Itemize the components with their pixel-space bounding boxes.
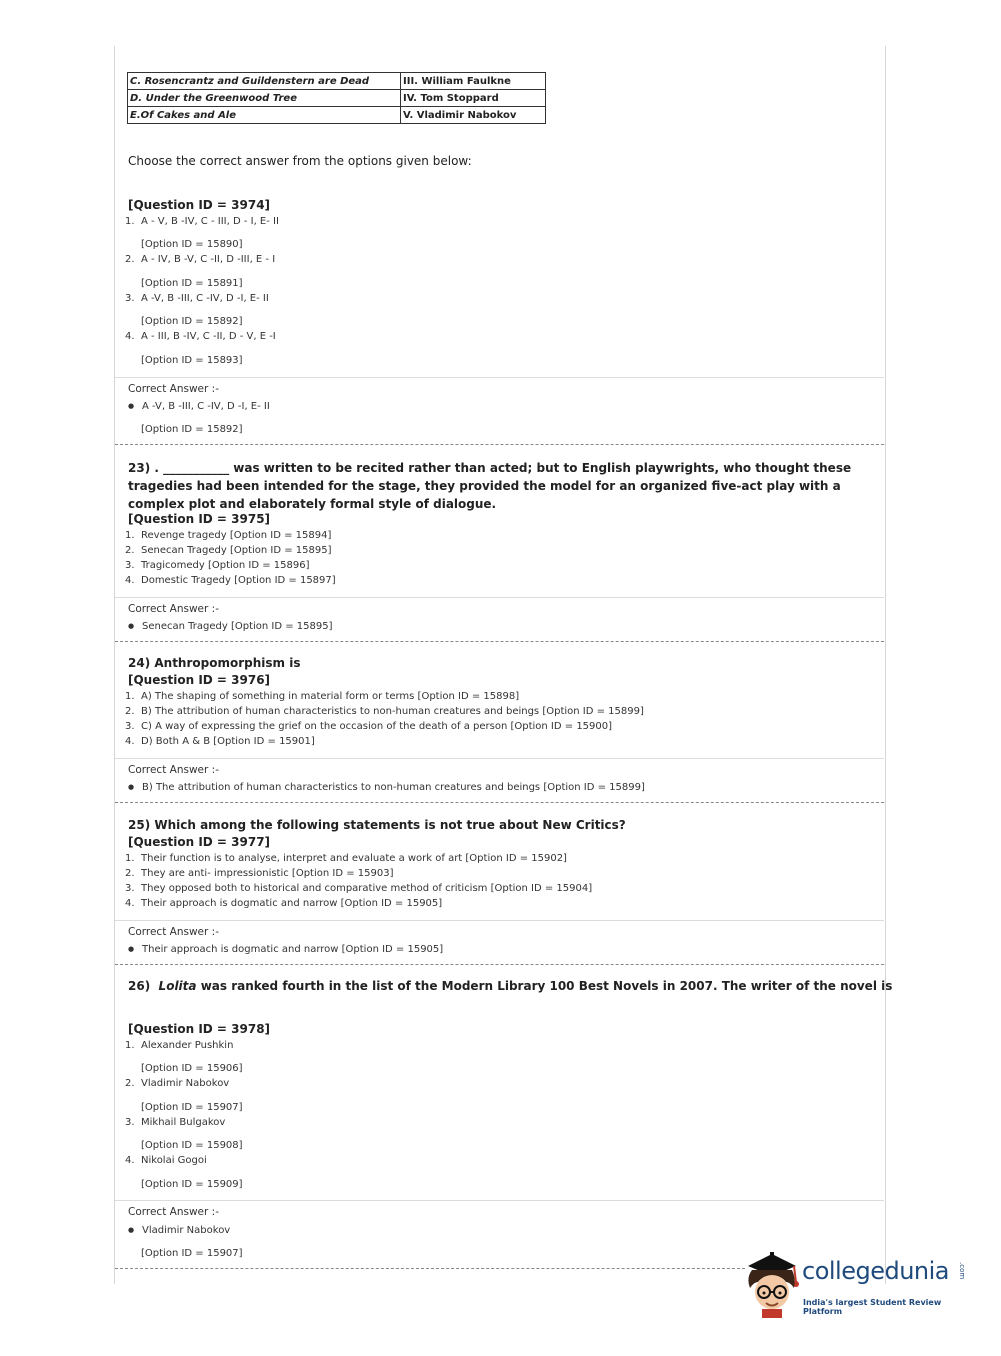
option-item xyxy=(125,1078,229,1089)
logo-wordmark: collegedunia xyxy=(802,1257,950,1285)
option-number: 3. xyxy=(125,560,135,571)
option-number: 3. xyxy=(125,293,135,304)
question-body: was ranked fourth in the list of the Modern Library 100 Best Novels in 2007. The writer of the novel is xyxy=(200,979,893,993)
option-item xyxy=(125,898,442,909)
question-separator xyxy=(115,641,884,642)
option-number: 3. xyxy=(125,721,135,732)
option-item xyxy=(125,560,310,571)
option-number: 3. xyxy=(125,883,135,894)
question-text: 25) Which among the following statements is not true about New Critics? xyxy=(128,818,626,832)
option-number: 2. xyxy=(125,868,135,879)
option-number: 1. xyxy=(125,216,135,227)
correct-answer-label: Correct Answer :- xyxy=(128,603,219,615)
option-number: 4. xyxy=(125,575,135,586)
option-text: Alexander Pushkin xyxy=(141,1040,234,1051)
option-item xyxy=(125,575,336,586)
option-id: [Option ID = 15906] xyxy=(141,1063,243,1074)
option-id: [Option ID = 15890] xyxy=(141,239,243,250)
option-text: A -V, B -III, C -IV, D -I, E- II xyxy=(141,293,269,304)
option-item xyxy=(125,293,269,304)
correct-answer-label: Correct Answer :- xyxy=(128,764,219,776)
question-id: [Question ID = 3975] xyxy=(128,512,271,526)
option-text: Tragicomedy [Option ID = 15896] xyxy=(141,560,310,571)
option-item xyxy=(125,1117,225,1128)
option-text: A) The shaping of something in material form or terms [Option ID = 15898] xyxy=(141,691,520,702)
option-item xyxy=(125,216,279,227)
question-separator xyxy=(115,1268,745,1269)
divider xyxy=(115,377,884,378)
option-number: 4. xyxy=(125,331,135,342)
table-cell: V. Vladimir Nabokov xyxy=(401,107,546,124)
option-text: A - III, B -IV, C -II, D - V, E -I xyxy=(141,331,276,342)
option-item xyxy=(125,706,644,717)
option-text: A - V, B -IV, C - III, D - I, E- II xyxy=(141,216,279,227)
option-text: Senecan Tragedy [Option ID = 15895] xyxy=(141,545,332,556)
option-item xyxy=(125,721,612,732)
instruction-text: Choose the correct answer from the options given below: xyxy=(128,154,472,168)
question-id: [Question ID = 3976] xyxy=(128,673,271,687)
option-number: 1. xyxy=(125,530,135,541)
logo-dotcom: .com xyxy=(958,1262,966,1280)
correct-answer: ● A -V, B -III, C -IV, D -I, E- II xyxy=(128,401,270,412)
option-item xyxy=(125,691,519,702)
option-text: A - IV, B -V, C -II, D -III, E - I xyxy=(141,254,276,265)
table-row xyxy=(128,73,546,90)
logo-tagline: India's largest Student Review Platform xyxy=(803,1298,942,1316)
table-row xyxy=(128,90,546,107)
option-text: D) Both A & B [Option ID = 15901] xyxy=(141,736,315,747)
option-text: Nikolai Gogoi xyxy=(141,1155,207,1166)
option-number: 4. xyxy=(125,736,135,747)
option-number: 4. xyxy=(125,898,135,909)
table-cell: D. Under the Greenwood Tree xyxy=(128,90,401,107)
correct-answer: ● Senecan Tragedy [Option ID = 15895] xyxy=(128,621,333,632)
option-id: [Option ID = 15908] xyxy=(141,1140,243,1151)
question-text: 24) Anthropomorphism is xyxy=(128,656,301,670)
correct-answer-label: Correct Answer :- xyxy=(128,383,219,395)
option-text: Domestic Tragedy [Option ID = 15897] xyxy=(141,575,336,586)
option-item xyxy=(125,883,592,894)
option-id: [Option ID = 15892] xyxy=(141,316,243,327)
option-item xyxy=(125,868,393,879)
option-text: Their function is to analyse, interpret and evaluate a work of art [Option ID = 15902] xyxy=(141,853,567,864)
option-text: C) A way of expressing the grief on the occasion of the death of a person [Option ID = 15900] xyxy=(141,721,613,732)
option-id: [Option ID = 15893] xyxy=(141,355,243,366)
correct-answer: ● Vladimir Nabokov xyxy=(128,1225,230,1236)
option-number: 1. xyxy=(125,691,135,702)
collegedunia-logo[interactable] xyxy=(742,1248,972,1320)
option-id: [Option ID = 15891] xyxy=(141,278,243,289)
question-number: 26) xyxy=(128,979,151,993)
divider xyxy=(115,758,884,759)
correct-answer-label: Correct Answer :- xyxy=(128,926,219,938)
divider xyxy=(115,597,884,598)
book-title: Lolita xyxy=(158,979,197,993)
correct-answer: ● B) The attribution of human characteristics to non-human creatures and beings [Option ID = 15899] xyxy=(128,782,645,793)
option-id: [Option ID = 15909] xyxy=(141,1179,243,1190)
table-cell: III. William Faulkne xyxy=(401,73,546,90)
option-number: 2. xyxy=(125,706,135,717)
option-text: B) The attribution of human characteristics to non-human creatures and beings [Option ID = 15899] xyxy=(141,706,644,717)
option-text: They are anti- impressionistic [Option ID = 15903] xyxy=(141,868,394,879)
option-item xyxy=(125,736,315,747)
option-item xyxy=(125,545,332,556)
option-id: [Option ID = 15892] xyxy=(141,424,243,435)
option-text: Their approach is dogmatic and narrow [Option ID = 15905] xyxy=(141,898,443,909)
table-cell: IV. Tom Stoppard xyxy=(401,90,546,107)
table-row xyxy=(128,107,546,124)
table-cell: C. Rosencrantz and Guildenstern are Dead xyxy=(128,73,401,90)
question-separator xyxy=(115,802,884,803)
option-item xyxy=(125,530,331,541)
question-text: 23) . ___________ was written to be recited rather than acted; but to English playwrights, who thought these tragedies had been intended for the stage, they provided the model for an organized five-act play with a complex plot and elaborately formal style of dialogue. xyxy=(128,461,852,511)
option-id: [Option ID = 15907] xyxy=(141,1248,243,1259)
option-item xyxy=(125,853,567,864)
option-text: Revenge tragedy [Option ID = 15894] xyxy=(141,530,332,541)
option-id: [Option ID = 15907] xyxy=(141,1102,243,1113)
question-id: [Question ID = 3977] xyxy=(128,835,271,849)
option-number: 2. xyxy=(125,254,135,265)
mascot-icon xyxy=(742,1248,802,1320)
option-item xyxy=(125,1155,207,1166)
option-number: 2. xyxy=(125,545,135,556)
divider xyxy=(115,920,884,921)
option-number: 2. xyxy=(125,1078,135,1089)
divider xyxy=(115,1200,884,1201)
correct-answer-label: Correct Answer :- xyxy=(128,1206,219,1218)
option-number: 3. xyxy=(125,1117,135,1128)
option-item xyxy=(125,254,275,265)
match-table xyxy=(127,72,546,124)
table-cell: E.Of Cakes and Ale xyxy=(128,107,401,124)
option-text: Mikhail Bulgakov xyxy=(141,1117,226,1128)
option-item xyxy=(125,1040,233,1051)
option-number: 1. xyxy=(125,1040,135,1051)
question-separator xyxy=(115,444,884,445)
correct-answer: ● Their approach is dogmatic and narrow [Option ID = 15905] xyxy=(128,944,443,955)
question-separator xyxy=(115,964,884,965)
option-text: They opposed both to historical and comparative method of criticism [Option ID = 15904] xyxy=(141,883,593,894)
question-id: [Question ID = 3978] xyxy=(128,1022,271,1036)
option-number: 1. xyxy=(125,853,135,864)
question-id: [Question ID = 3974] xyxy=(128,198,271,212)
question-text xyxy=(128,979,892,993)
option-number: 4. xyxy=(125,1155,135,1166)
option-item xyxy=(125,331,276,342)
option-text: Vladimir Nabokov xyxy=(141,1078,230,1089)
